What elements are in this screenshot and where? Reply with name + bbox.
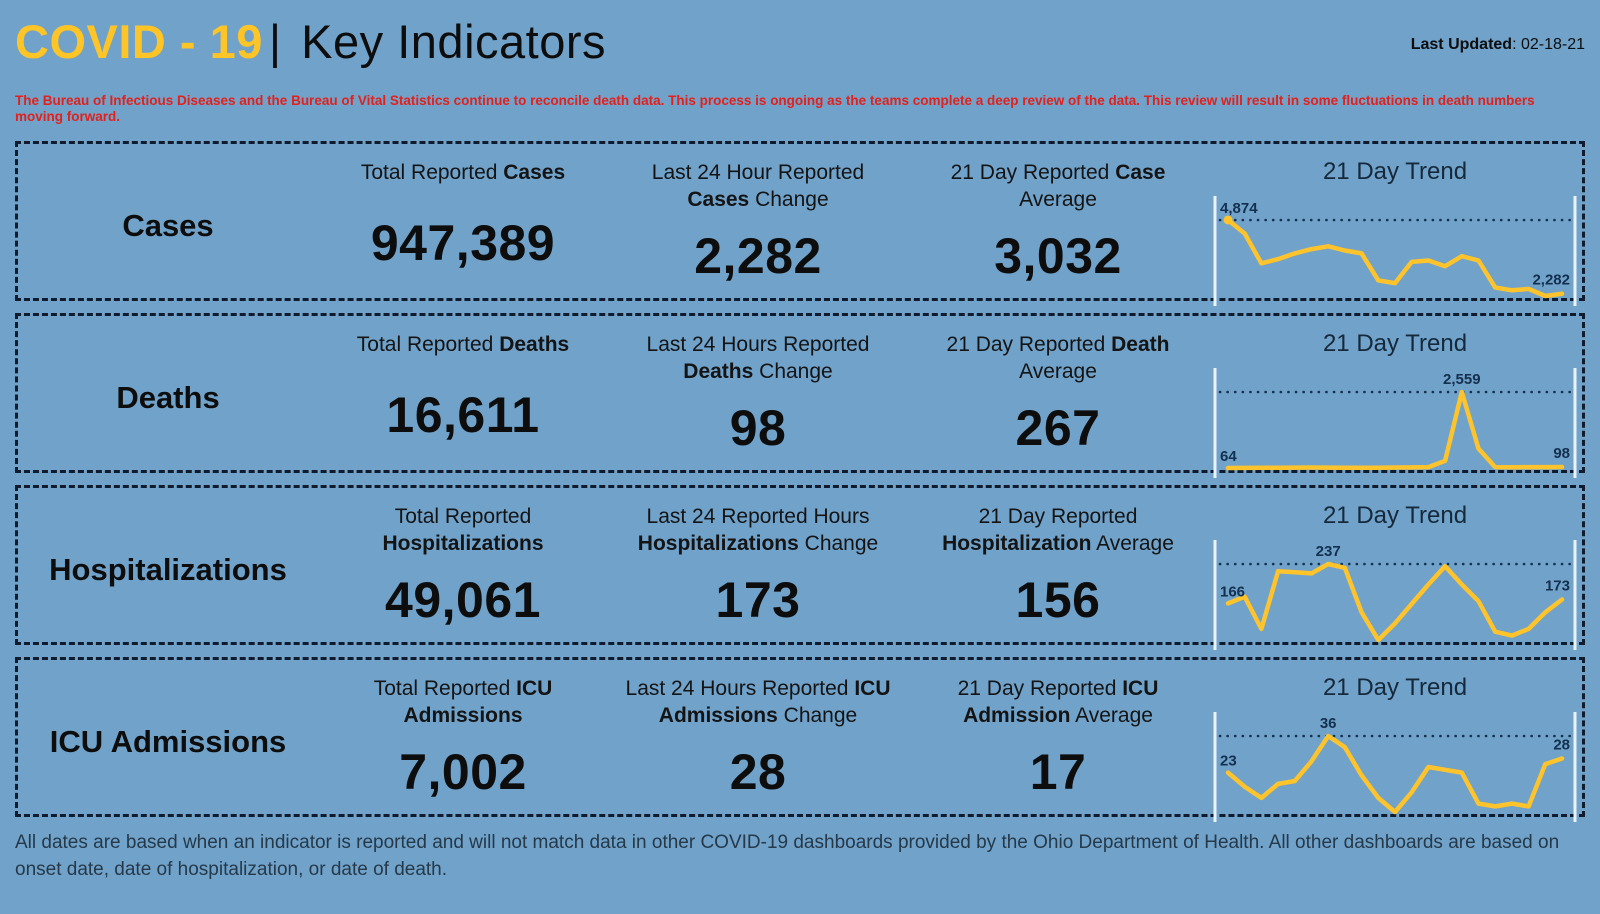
cases-trend bbox=[1208, 144, 1582, 308]
svg-text:23: 23 bbox=[1220, 752, 1237, 770]
cases-change-header: Last 24 Hour Reported Cases Change bbox=[651, 161, 865, 211]
deaths-average-stat bbox=[908, 316, 1208, 480]
cases-row-label: Cases bbox=[122, 208, 214, 244]
page-title bbox=[15, 14, 606, 69]
deaths-total-value: 16,611 bbox=[386, 386, 540, 443]
icu-average-stat bbox=[908, 660, 1208, 824]
header bbox=[15, 10, 1585, 69]
icu-admissions-row-label: ICU Admissions bbox=[49, 724, 287, 760]
deaths-average-value: 267 bbox=[1015, 399, 1101, 456]
svg-text:64: 64 bbox=[1220, 448, 1237, 466]
cases-average-header: 21 Day Reported Case Average bbox=[950, 161, 1166, 211]
hospitalizations-total-value: 49,061 bbox=[385, 571, 541, 628]
svg-text:2,282: 2,282 bbox=[1532, 272, 1570, 290]
deaths-row bbox=[15, 313, 1585, 473]
svg-text:4,874: 4,874 bbox=[1220, 200, 1258, 218]
hospitalizations-total-header: Total Reported Hospitalizations bbox=[382, 505, 544, 555]
cases-trend-title: 21 Day Trend bbox=[1322, 158, 1468, 186]
cases-trend-sparkline bbox=[1212, 188, 1578, 308]
hospitalizations-change-header: Last 24 Reported Hours Hospitalizations Change bbox=[637, 505, 879, 555]
footer-note: All dates are based when an indicator is reported and will not match data in other COVID-19 dashboards provided by the Ohio Department of Health. All other dashboards are based on onset date, date of hospitalization, or date of death. bbox=[15, 832, 1560, 880]
deaths-average-header: 21 Day Reported Death Average bbox=[946, 333, 1170, 383]
deaths-trend-sparkline bbox=[1212, 360, 1578, 480]
hospitalizations-average-value: 156 bbox=[1015, 571, 1101, 628]
hospitalizations-total-stat bbox=[318, 488, 608, 652]
hospitalizations-average-header: 21 Day Reported Hospitalization Average bbox=[942, 505, 1174, 555]
icu-total-stat bbox=[318, 660, 608, 824]
icu-change-stat bbox=[608, 660, 908, 824]
indicator-rows bbox=[15, 141, 1585, 817]
cases-total-value: 947,389 bbox=[370, 214, 556, 271]
hospitalizations-average-stat bbox=[908, 488, 1208, 652]
hospitalizations-trend bbox=[1208, 488, 1582, 652]
svg-text:166: 166 bbox=[1220, 583, 1246, 601]
cases-average-stat bbox=[908, 144, 1208, 308]
last-updated bbox=[1411, 36, 1585, 54]
cases-total-header: Total Reported Cases bbox=[360, 161, 566, 185]
icu-trend-title: 21 Day Trend bbox=[1322, 674, 1468, 702]
icu-total-header: Total Reported ICU Admissions bbox=[373, 677, 553, 727]
icu-average-value: 17 bbox=[1029, 743, 1087, 800]
icu-trend bbox=[1208, 660, 1582, 824]
cases-change-value: 2,282 bbox=[694, 227, 822, 284]
deaths-total-stat bbox=[318, 316, 608, 480]
icu-total-value: 7,002 bbox=[399, 743, 527, 800]
svg-text:98: 98 bbox=[1553, 445, 1570, 463]
deaths-change-value: 98 bbox=[729, 399, 787, 456]
death-data-disclaimer: The Bureau of Infectious Diseases and the Bureau of Vital Statistics continue to reconcile death data. This process is ongoing as the teams complete a deep review of the data. This review will result in some fluctuations in death numbers moving forward. bbox=[15, 93, 1535, 125]
cases-total-stat bbox=[318, 144, 608, 308]
icu-trend-sparkline bbox=[1212, 704, 1578, 824]
deaths-row-label: Deaths bbox=[116, 380, 220, 416]
deaths-change-stat bbox=[608, 316, 908, 480]
hospitalizations-change-stat bbox=[608, 488, 908, 652]
hospitalizations-row bbox=[15, 485, 1585, 645]
last-updated-value: : 02-18-21 bbox=[1512, 36, 1585, 53]
icu-change-value: 28 bbox=[729, 743, 787, 800]
icu-change-header: Last 24 Hours Reported ICU Admissions Change bbox=[625, 677, 891, 727]
hospitalizations-trend-sparkline bbox=[1212, 532, 1578, 652]
hospitalizations-trend-title: 21 Day Trend bbox=[1322, 502, 1468, 530]
svg-text:2,559: 2,559 bbox=[1443, 371, 1481, 389]
icu-admissions-row bbox=[15, 657, 1585, 817]
deaths-trend-title: 21 Day Trend bbox=[1322, 330, 1468, 358]
svg-text:28: 28 bbox=[1553, 736, 1570, 754]
deaths-trend bbox=[1208, 316, 1582, 480]
last-updated-label: Last Updated bbox=[1410, 36, 1513, 53]
cases-row bbox=[15, 141, 1585, 301]
title-covid: COVID - 19 bbox=[15, 15, 263, 68]
title-separator: | bbox=[268, 15, 282, 68]
hospitalizations-change-value: 173 bbox=[715, 571, 801, 628]
hospitalizations-row-label: Hospitalizations bbox=[49, 552, 287, 588]
cases-change-stat bbox=[608, 144, 908, 308]
icu-average-header: 21 Day Reported ICU Admission Average bbox=[957, 677, 1159, 727]
svg-text:237: 237 bbox=[1315, 543, 1341, 561]
svg-text:36: 36 bbox=[1319, 715, 1337, 733]
deaths-total-header: Total Reported Deaths bbox=[356, 333, 570, 357]
title-rest: Key Indicators bbox=[287, 15, 606, 68]
deaths-change-header: Last 24 Hours Reported Deaths Change bbox=[646, 333, 870, 383]
cases-average-value: 3,032 bbox=[994, 227, 1122, 284]
svg-text:173: 173 bbox=[1544, 577, 1570, 595]
